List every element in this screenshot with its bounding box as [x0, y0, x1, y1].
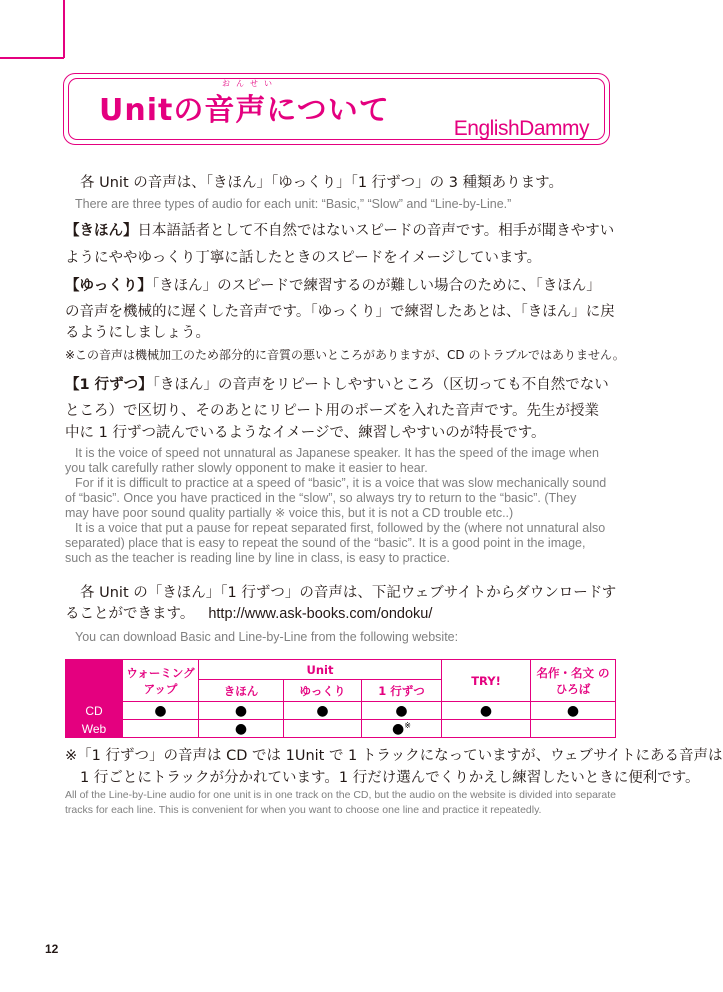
footnote-line-2: 1 行ごとにトラックが分かれています。1 行だけ選んでくりかえし練習したいときに便利です。 [80, 770, 700, 786]
download-url-link[interactable]: http://www.ask-books.com/ondoku/ [208, 606, 433, 622]
table-row-web [66, 720, 616, 738]
footnote-line-1: ※「1 行ずつ」の音声は CD では 1Unit で 1 トラックになっていますが、ウェブサイトにある音声は [65, 748, 723, 764]
row-label-cd: CD [66, 702, 123, 720]
yukkuri-note: ※この音声は機械加工のため部分的に音質の悪いところがありますが、CD のトラブルではありません。 [65, 348, 625, 362]
cell-cd-meisaku: ● [531, 702, 616, 720]
cell-web-line-asterisk: ※ [404, 720, 411, 730]
table-row-cd [66, 702, 616, 720]
corner-mark-vertical [63, 0, 65, 58]
english-paragraph-line: of “basic”. Once you have practiced in the “slow”, so always try to return to the “basic”. (They [65, 491, 577, 505]
line-by-line-line-3: 中に 1 行ずつ読んでいるようなイメージで、練習しやすいのが特長です。 [65, 425, 546, 441]
table-corner-cell [66, 660, 123, 702]
row-label-web: Web [66, 720, 123, 738]
line-by-line-line-2: ところ）で区切り、そのあとにリピート用のポーズを入れた音声です。先生が授業 [65, 403, 600, 419]
yukkuri-line-1 [65, 273, 620, 300]
line-by-line-line-1 [65, 372, 620, 399]
line-by-line-text-1: 「きほん」の音声をリピートしやすいところ（区切っても不自然でない [152, 377, 609, 393]
col-header-unit: Unit [199, 660, 442, 680]
yukkuri-line-2: の音声を機械的に遅くした音声です。「ゆっくり」で練習したあとは、「きほん」に戻 [65, 304, 615, 320]
cell-cd-kihon: ● [199, 702, 284, 720]
yukkuri-text-1: 「きほん」のスピードで練習するのが難しい場合のために、「きほん」 [151, 278, 601, 294]
english-paragraph-line: may have poor sound quality partially ※ voice this, but it is not a CD trouble etc..) [65, 506, 514, 520]
intro-text: 各 Unit の音声は、「きほん」「ゆっくり」「1 行ずつ」の 3 種類あります。 [80, 175, 563, 191]
cell-web-meisaku [531, 720, 616, 738]
english-paragraph-line: It is the voice of speed not unnatural as Japanese speaker. It has the speed of the image when [75, 446, 599, 460]
title-ruby: おんせい [222, 79, 278, 88]
english-paragraph-line: It is a voice that put a pause for repeat separated first, followed by the (where not unnatural also [75, 521, 606, 535]
yukkuri-heading: 【ゆっくり】 [65, 278, 152, 294]
sub-header-line: 1 行ずつ [362, 680, 442, 702]
kihon-text-1: 日本語話者として不自然ではないスピードの音声です。相手が聞きやすい [137, 223, 615, 239]
kihon-line-1 [65, 218, 620, 245]
col-header-try: TRY! [442, 660, 531, 702]
cell-web-yukkuri [284, 720, 362, 738]
cell-web-try [442, 720, 531, 738]
english-paragraph-line: you talk carefully rather slowly opponent to make it easier to hear. [65, 461, 428, 475]
english-paragraph-line: For if it is difficult to practice at a speed of “basic”, it is a voice that was slow mechanically sound [75, 476, 607, 490]
cell-web-kihon: ● [199, 720, 284, 738]
cell-web-line-dot: ● [392, 720, 405, 737]
kihon-line-2: ようにややゆっくり丁寧に話したときのスピードをイメージしています。 [65, 250, 542, 266]
audio-availability-table [65, 659, 616, 738]
cell-cd-yukkuri: ● [284, 702, 362, 720]
download-line-1: 各 Unit の「きほん」「1 行ずつ」の音声は、下記ウェブサイトからダウンロードす [80, 585, 617, 601]
kihon-heading: 【きほん】 [65, 223, 138, 239]
cell-cd-line: ● [362, 702, 442, 720]
sub-header-kihon: きほん [199, 680, 284, 702]
yukkuri-line-3: るようにしましょう。 [65, 325, 210, 341]
col-header-warmup: ウォーミング アップ [123, 660, 199, 702]
english-paragraph-line: separated) place that is easy to repeat the sound of the “basic”. It is a good point in the image, [65, 536, 586, 550]
line-by-line-heading: 【1 行ずつ】 [65, 377, 153, 393]
cell-cd-try: ● [442, 702, 531, 720]
page-title: Unitの音声について [99, 93, 390, 128]
cell-web-line [362, 720, 442, 738]
download-line-2 [65, 601, 620, 628]
intro-english: There are three types of audio for each unit: “Basic,” “Slow” and “Line-by-Line.” [75, 197, 512, 211]
cell-cd-warmup: ● [123, 702, 199, 720]
cell-web-warmup [123, 720, 199, 738]
corner-mark-horizontal [0, 57, 64, 59]
col-header-meisaku: 名作・名文 のひろば [531, 660, 616, 702]
download-english: You can download Basic and Line-by-Line from the following website: [75, 630, 459, 644]
download-text-2: ることができます。 [65, 606, 195, 622]
english-paragraph-line: such as the teacher is reading line by line in class, is easy to practice. [65, 551, 450, 565]
footnote-english: All of the Line-by-Line audio for one unit is in one track on the CD, but the audio on the website is divided into separate tracks for each line. This is convenient for when you want to choose one line and practice it repeatedly. [65, 789, 617, 816]
brand-label: EnglishDammy [453, 117, 589, 140]
page-number: 12 [45, 942, 59, 956]
sub-header-yukkuri: ゆっくり [284, 680, 362, 702]
